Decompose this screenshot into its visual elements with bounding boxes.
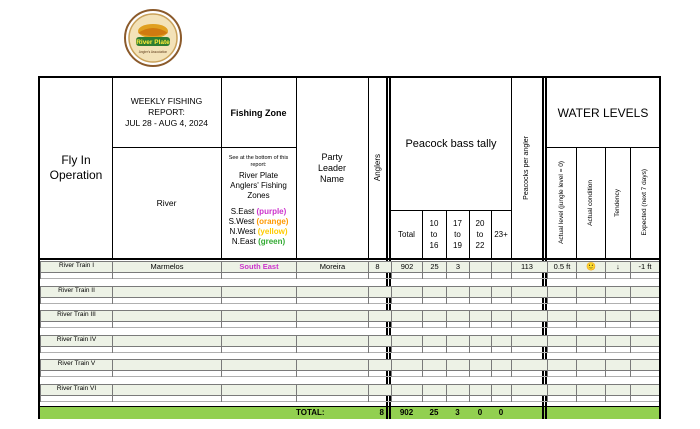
- row-cell-condition: [576, 310, 605, 328]
- fishing-zone-header: Fishing Zone: [230, 107, 287, 118]
- row-cell-anglers: [368, 335, 386, 353]
- row-cell-zone: [221, 286, 296, 304]
- row-cell-train: River Train VI: [40, 384, 112, 402]
- zone-southeast: S.East (purple): [230, 207, 287, 216]
- row-cell-r23: [491, 310, 511, 328]
- peacock-bass-tally-header: Peacock bass tally: [405, 138, 497, 150]
- row-cell-r1016: 25: [422, 261, 446, 279]
- row-cell-r1719: [446, 310, 469, 328]
- row-cell-river: [112, 335, 221, 353]
- row-cell-river: Marmelos: [112, 261, 221, 279]
- row-cell-r1719: [446, 359, 469, 377]
- tally-23-plus-header: 23+: [494, 229, 508, 239]
- row-cell-r1016: [422, 310, 446, 328]
- row-cell-train: River Train III: [40, 310, 112, 328]
- total-total: 902: [399, 408, 414, 417]
- row-cell-r1719: [446, 384, 469, 402]
- row-cell-leader: [296, 384, 368, 402]
- zone-southwest: S.West (orange): [228, 217, 289, 226]
- fishing-zone-legend: [221, 147, 296, 258]
- row-cell-zone: [221, 310, 296, 328]
- row-cell-expected: -1 ft: [630, 261, 659, 279]
- logo-text: River Plate: [136, 39, 170, 46]
- row-cell-per-angler: [511, 384, 542, 402]
- row-cell-river: [112, 286, 221, 304]
- row-cell-river: [112, 310, 221, 328]
- row-cell-r23: [491, 335, 511, 353]
- row-cell-train: River Train I: [40, 261, 112, 279]
- row-cell-r1719: [446, 286, 469, 304]
- row-cell-r1016: [422, 359, 446, 377]
- row-cell-r1016: [422, 335, 446, 353]
- tally-10-16-header: 10 to 16: [429, 218, 439, 250]
- row-cell-total: [391, 310, 422, 328]
- row-cell-r2022: [469, 286, 491, 304]
- row-cell-level: [547, 335, 576, 353]
- row-cell-condition: [576, 286, 605, 304]
- row-cell-total: [391, 335, 422, 353]
- row-cell-tendency: ↓: [605, 261, 630, 279]
- total-anglers: 8: [379, 408, 384, 417]
- zone-list: [229, 207, 289, 247]
- row-cell-total: [391, 286, 422, 304]
- row-cell-river: [112, 359, 221, 377]
- total-20-22: 0: [477, 408, 483, 417]
- row-cell-train: River Train IV: [40, 335, 112, 353]
- row-cell-r2022: [469, 384, 491, 402]
- row-cell-zone: South East: [221, 261, 296, 279]
- row-cell-r2022: [469, 359, 491, 377]
- row-cell-anglers: [368, 310, 386, 328]
- row-cell-leader: [296, 359, 368, 377]
- row-cell-train: River Train V: [40, 359, 112, 377]
- row-cell-per-angler: [511, 359, 542, 377]
- row-cell-r23: [491, 384, 511, 402]
- row-cell-level: [547, 310, 576, 328]
- row-cell-total: 902: [391, 261, 422, 279]
- row-cell-tendency: [605, 335, 630, 353]
- row-cell-r2022: [469, 261, 491, 279]
- zone-note: See at the bottom of this report:: [228, 155, 289, 168]
- row-cell-zone: [221, 359, 296, 377]
- row-cell-level: 0.5 ft: [547, 261, 576, 279]
- row-cell-r2022: [469, 310, 491, 328]
- report-date-range: JUL 28 - AUG 4, 2024: [125, 118, 208, 128]
- row-cell-expected: [630, 359, 659, 377]
- row-cell-r23: [491, 286, 511, 304]
- fishing-report-table: [38, 76, 661, 419]
- row-cell-river: [112, 384, 221, 402]
- row-cell-condition: [576, 359, 605, 377]
- logo-subtext: Angler's Association: [138, 50, 168, 54]
- row-cell-anglers: 8: [368, 261, 386, 279]
- zone-northeast: N.East (green): [231, 237, 286, 246]
- row-cell-leader: Moreira: [296, 261, 368, 279]
- row-cell-zone: [221, 335, 296, 353]
- row-cell-per-angler: [511, 286, 542, 304]
- total-17-19: 3: [455, 408, 460, 417]
- party-leader-header: Party Leader Name: [317, 151, 347, 184]
- row-cell-tendency: [605, 286, 630, 304]
- row-cell-level: [547, 384, 576, 402]
- row-cell-zone: [221, 384, 296, 402]
- tally-17-19-header: 17 to 19: [453, 218, 462, 250]
- row-cell-r1016: [422, 384, 446, 402]
- fly-in-operation-header: Fly In Operation: [49, 153, 103, 182]
- row-cell-per-angler: [511, 310, 542, 328]
- zone-northwest: N.West (yellow): [229, 227, 288, 236]
- row-cell-per-angler: 113: [511, 261, 542, 279]
- row-cell-expected: [630, 384, 659, 402]
- row-cell-r1719: 3: [446, 261, 469, 279]
- water-levels-header: WATER LEVELS: [557, 105, 649, 120]
- row-cell-leader: [296, 335, 368, 353]
- row-cell-tendency: [605, 359, 630, 377]
- total-23-plus: 0: [498, 408, 504, 417]
- tendency-header: Tendency: [614, 188, 621, 217]
- row-cell-tendency: [605, 384, 630, 402]
- expected-header: Expected (next 7 days): [641, 169, 648, 236]
- row-cell-leader: [296, 286, 368, 304]
- weekly-report-label: WEEKLY FISHING REPORT:: [130, 96, 203, 117]
- row-cell-anglers: [368, 384, 386, 402]
- tally-20-22-header: 20 to 22: [475, 218, 485, 250]
- total-10-16: 25: [429, 408, 439, 417]
- tally-total-header: Total: [398, 229, 415, 239]
- actual-level-header: Actual level (jungle level = 0): [558, 161, 565, 244]
- actual-condition-header: Actual condition: [587, 179, 594, 226]
- row-cell-per-angler: [511, 335, 542, 353]
- row-cell-r2022: [469, 335, 491, 353]
- weekly-report-title: [112, 78, 221, 147]
- river-header: River: [156, 197, 177, 208]
- row-cell-total: [391, 359, 422, 377]
- row-cell-anglers: [368, 286, 386, 304]
- row-cell-leader: [296, 310, 368, 328]
- row-cell-expected: [630, 335, 659, 353]
- row-cell-r1016: [422, 286, 446, 304]
- zone-title: River Plate Anglers' Fishing Zones: [230, 171, 287, 200]
- row-cell-level: [547, 359, 576, 377]
- row-cell-level: [547, 286, 576, 304]
- row-cell-expected: [630, 286, 659, 304]
- row-cell-tendency: [605, 310, 630, 328]
- row-cell-train: River Train II: [40, 286, 112, 304]
- row-cell-r23: [491, 359, 511, 377]
- row-cell-r23: [491, 261, 511, 279]
- row-cell-condition: [576, 384, 605, 402]
- row-cell-anglers: [368, 359, 386, 377]
- row-cell-total: [391, 384, 422, 402]
- row-cell-expected: [630, 310, 659, 328]
- river-plate-logo: [124, 9, 182, 67]
- row-cell-condition: 🙂: [576, 261, 605, 279]
- row-cell-r1719: [446, 335, 469, 353]
- peacocks-per-angler-header: Peacocks per angler: [523, 136, 530, 200]
- total-label: TOTAL:: [296, 408, 325, 417]
- row-cell-condition: [576, 335, 605, 353]
- anglers-header: Anglers: [372, 154, 382, 182]
